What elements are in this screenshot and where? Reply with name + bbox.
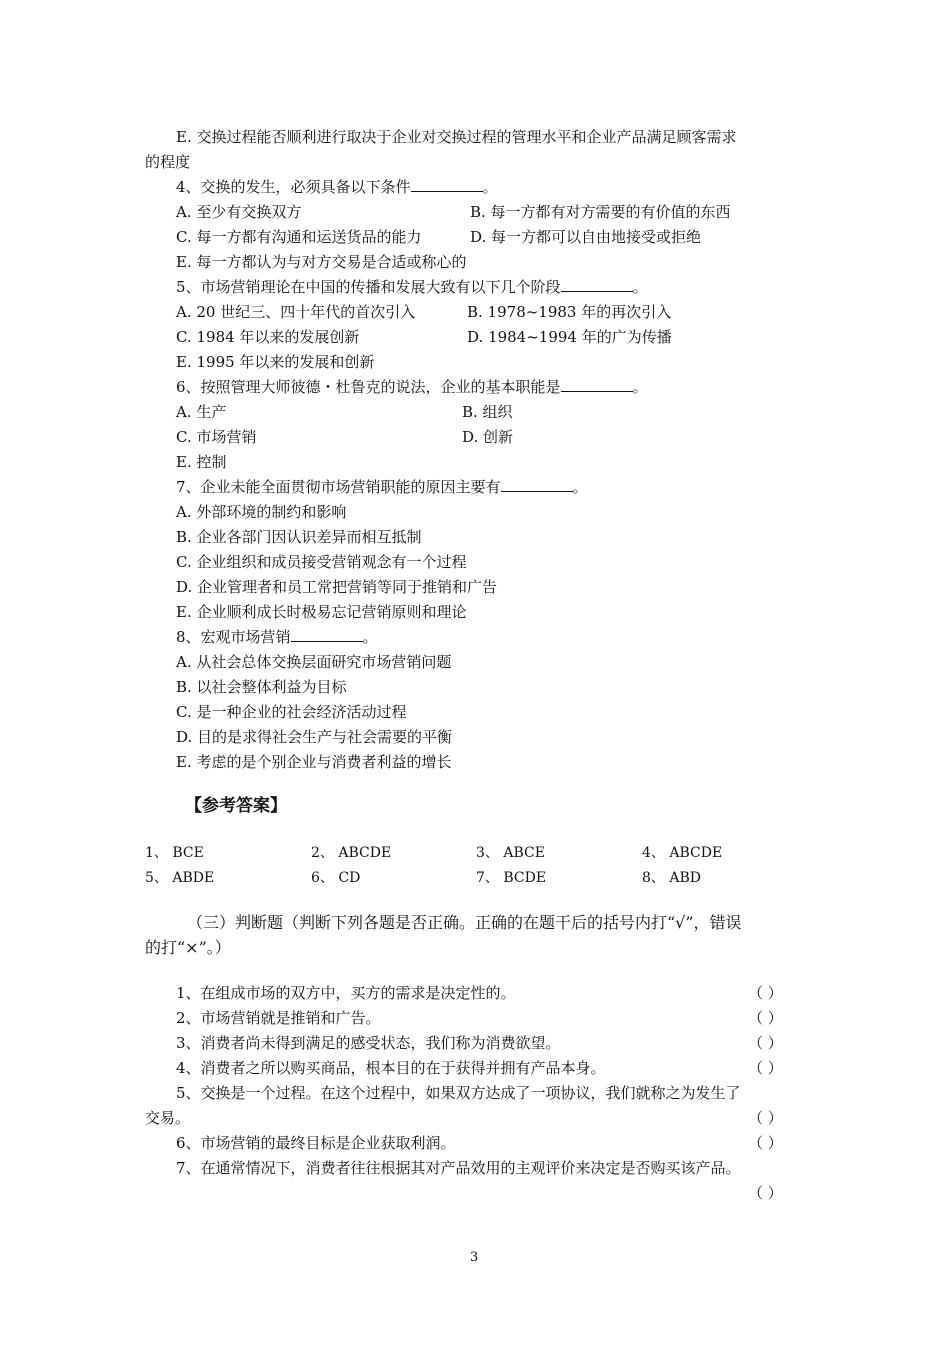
answer-item: 2、 ABCDE (311, 845, 392, 861)
judgment-answer-paren[interactable]: （ ） (748, 1034, 783, 1052)
q4-option-e: E. 每一方都认为与对方交易是合适或称心的 (176, 253, 467, 271)
q8-option-a: A. 从社会总体交换层面研究市场营销问题 (176, 653, 452, 671)
q6-option-b: B. 组织 (462, 403, 513, 421)
q7-stem-text: 7、企业未能全面贯彻市场营销职能的原因主要有 (176, 478, 501, 496)
judgment-item: 4、消费者之所以购买商品，根本目的在于获得并拥有产品本身。 (176, 1059, 606, 1077)
q6-stem (176, 377, 648, 397)
q5-option-e: E. 1995 年以来的发展和创新 (176, 353, 375, 371)
q6-option-c: C. 市场营销 (176, 428, 257, 446)
q6-option-d: D. 创新 (462, 428, 514, 446)
q7-stem (176, 477, 588, 497)
answer-item: 4、 ABCDE (642, 845, 723, 861)
q8-stem-text: 8、宏观市场营销 (176, 628, 291, 646)
judgment-item: 5、交换是一个过程。在这个过程中，如果双方达成了一项协议，我们就称之为发生了 (176, 1084, 741, 1102)
q6-option-e: E. 控制 (176, 453, 227, 471)
q7-answer-blank[interactable] (501, 477, 573, 492)
q4-stem-text: 4、交换的发生，必须具备以下条件 (176, 178, 411, 196)
q5-option-b: B. 1978~1983 年的再次引入 (467, 303, 672, 321)
answer-item: 3、 ABCE (476, 845, 545, 861)
q7-option-c: C. 企业组织和成员接受营销观念有一个过程 (176, 553, 467, 571)
q7-option-e: E. 企业顺利成长时极易忘记营销原则和理论 (176, 603, 467, 621)
q5-option-c: C. 1984 年以来的发展创新 (176, 328, 360, 346)
judgment-answer-paren[interactable]: （ ） (748, 984, 783, 1002)
q8-option-d: D. 目的是求得社会生产与社会需要的平衡 (176, 728, 453, 746)
answers-heading: 【参考答案】 (185, 796, 287, 816)
judgment-item: 1、在组成市场的双方中，买方的需求是决定性的。 (176, 984, 516, 1002)
q4-option-d: D. 每一方都可以自由地接受或拒绝 (470, 228, 702, 246)
judgment-item: 7、在通常情况下，消费者往往根据其对产品效用的主观评价来决定是否购买该产品。 (176, 1159, 741, 1177)
q5-stem-text: 5、市场营销理论在中国的传播和发展大致有以下几个阶段 (176, 278, 561, 296)
judgment-item: 6、市场营销的最终目标是企业获取利润。 (176, 1134, 456, 1152)
judgment-heading: （三）判断题（判断下列各题是否正确。正确的在题干后的括号内打“√”，错误 (187, 913, 742, 932)
q8-option-e: E. 考虑的是个别企业与消费者利益的增长 (176, 753, 452, 771)
q6-answer-blank[interactable] (561, 377, 633, 392)
q5-stem (176, 277, 648, 297)
q4-option-a: A. 至少有交换双方 (176, 203, 302, 221)
answer-item: 8、 ABD (642, 870, 701, 886)
q5-answer-blank[interactable] (561, 277, 633, 292)
q4-answer-blank[interactable] (411, 177, 483, 192)
q6-stem-text: 6、按照管理大师彼德・杜鲁克的说法，企业的基本职能是 (176, 378, 561, 396)
q4-stem-end: 。 (482, 178, 498, 196)
judgment-answer-paren[interactable]: （ ） (748, 1059, 783, 1077)
judgment-item: 3、消费者尚未得到满足的感受状态，我们称为消费欲望。 (176, 1034, 561, 1052)
q4-option-c: C. 每一方都有沟通和运送货品的能力 (176, 228, 422, 246)
q5-option-a: A. 20 世纪三、四十年代的首次引入 (176, 303, 416, 321)
answer-item: 6、 CD (311, 870, 361, 886)
q3-option-e: E. 交换过程能否顺利进行取决于企业对交换过程的管理水平和企业产品满足顾客需求 (176, 128, 737, 146)
q7-option-a: A. 外部环境的制约和影响 (176, 503, 347, 521)
q8-stem (176, 627, 378, 647)
q7-stem-end: 。 (572, 478, 588, 496)
answer-item: 1、 BCE (145, 845, 204, 861)
answer-item: 5、 ABDE (145, 870, 215, 886)
page-number: 3 (470, 1250, 479, 1265)
q6-option-a: A. 生产 (176, 403, 227, 421)
judgment-item: 2、市场营销就是推销和广告。 (176, 1009, 381, 1027)
q7-option-b: B. 企业各部门因认识差异而相互抵制 (176, 528, 422, 546)
q7-option-d: D. 企业管理者和员工常把营销等同于推销和广告 (176, 578, 498, 596)
q5-option-d: D. 1984~1994 年的广为传播 (467, 328, 672, 346)
judgment-answer-paren[interactable]: （ ） (748, 1184, 783, 1202)
q4-option-b: B. 每一方都有对方需要的有价值的东西 (470, 203, 731, 221)
q6-stem-end: 。 (632, 378, 648, 396)
judgment-answer-paren[interactable]: （ ） (748, 1134, 783, 1152)
judgment-answer-paren[interactable]: （ ） (748, 1009, 783, 1027)
q5-stem-end: 。 (632, 278, 648, 296)
q8-answer-blank[interactable] (291, 627, 363, 642)
judgment-heading-cont: 的打“×”。） (145, 938, 231, 957)
judgment-answer-paren[interactable]: （ ） (748, 1109, 783, 1127)
q8-option-b: B. 以社会整体利益为目标 (176, 678, 347, 696)
q4-stem (176, 177, 498, 197)
q8-option-c: C. 是一种企业的社会经济活动过程 (176, 703, 407, 721)
answer-item: 7、 BCDE (476, 870, 547, 886)
q3-option-e-cont: 的程度 (145, 153, 191, 171)
judgment-item-cont: 交易。 (145, 1109, 191, 1127)
q8-stem-end: 。 (362, 628, 378, 646)
